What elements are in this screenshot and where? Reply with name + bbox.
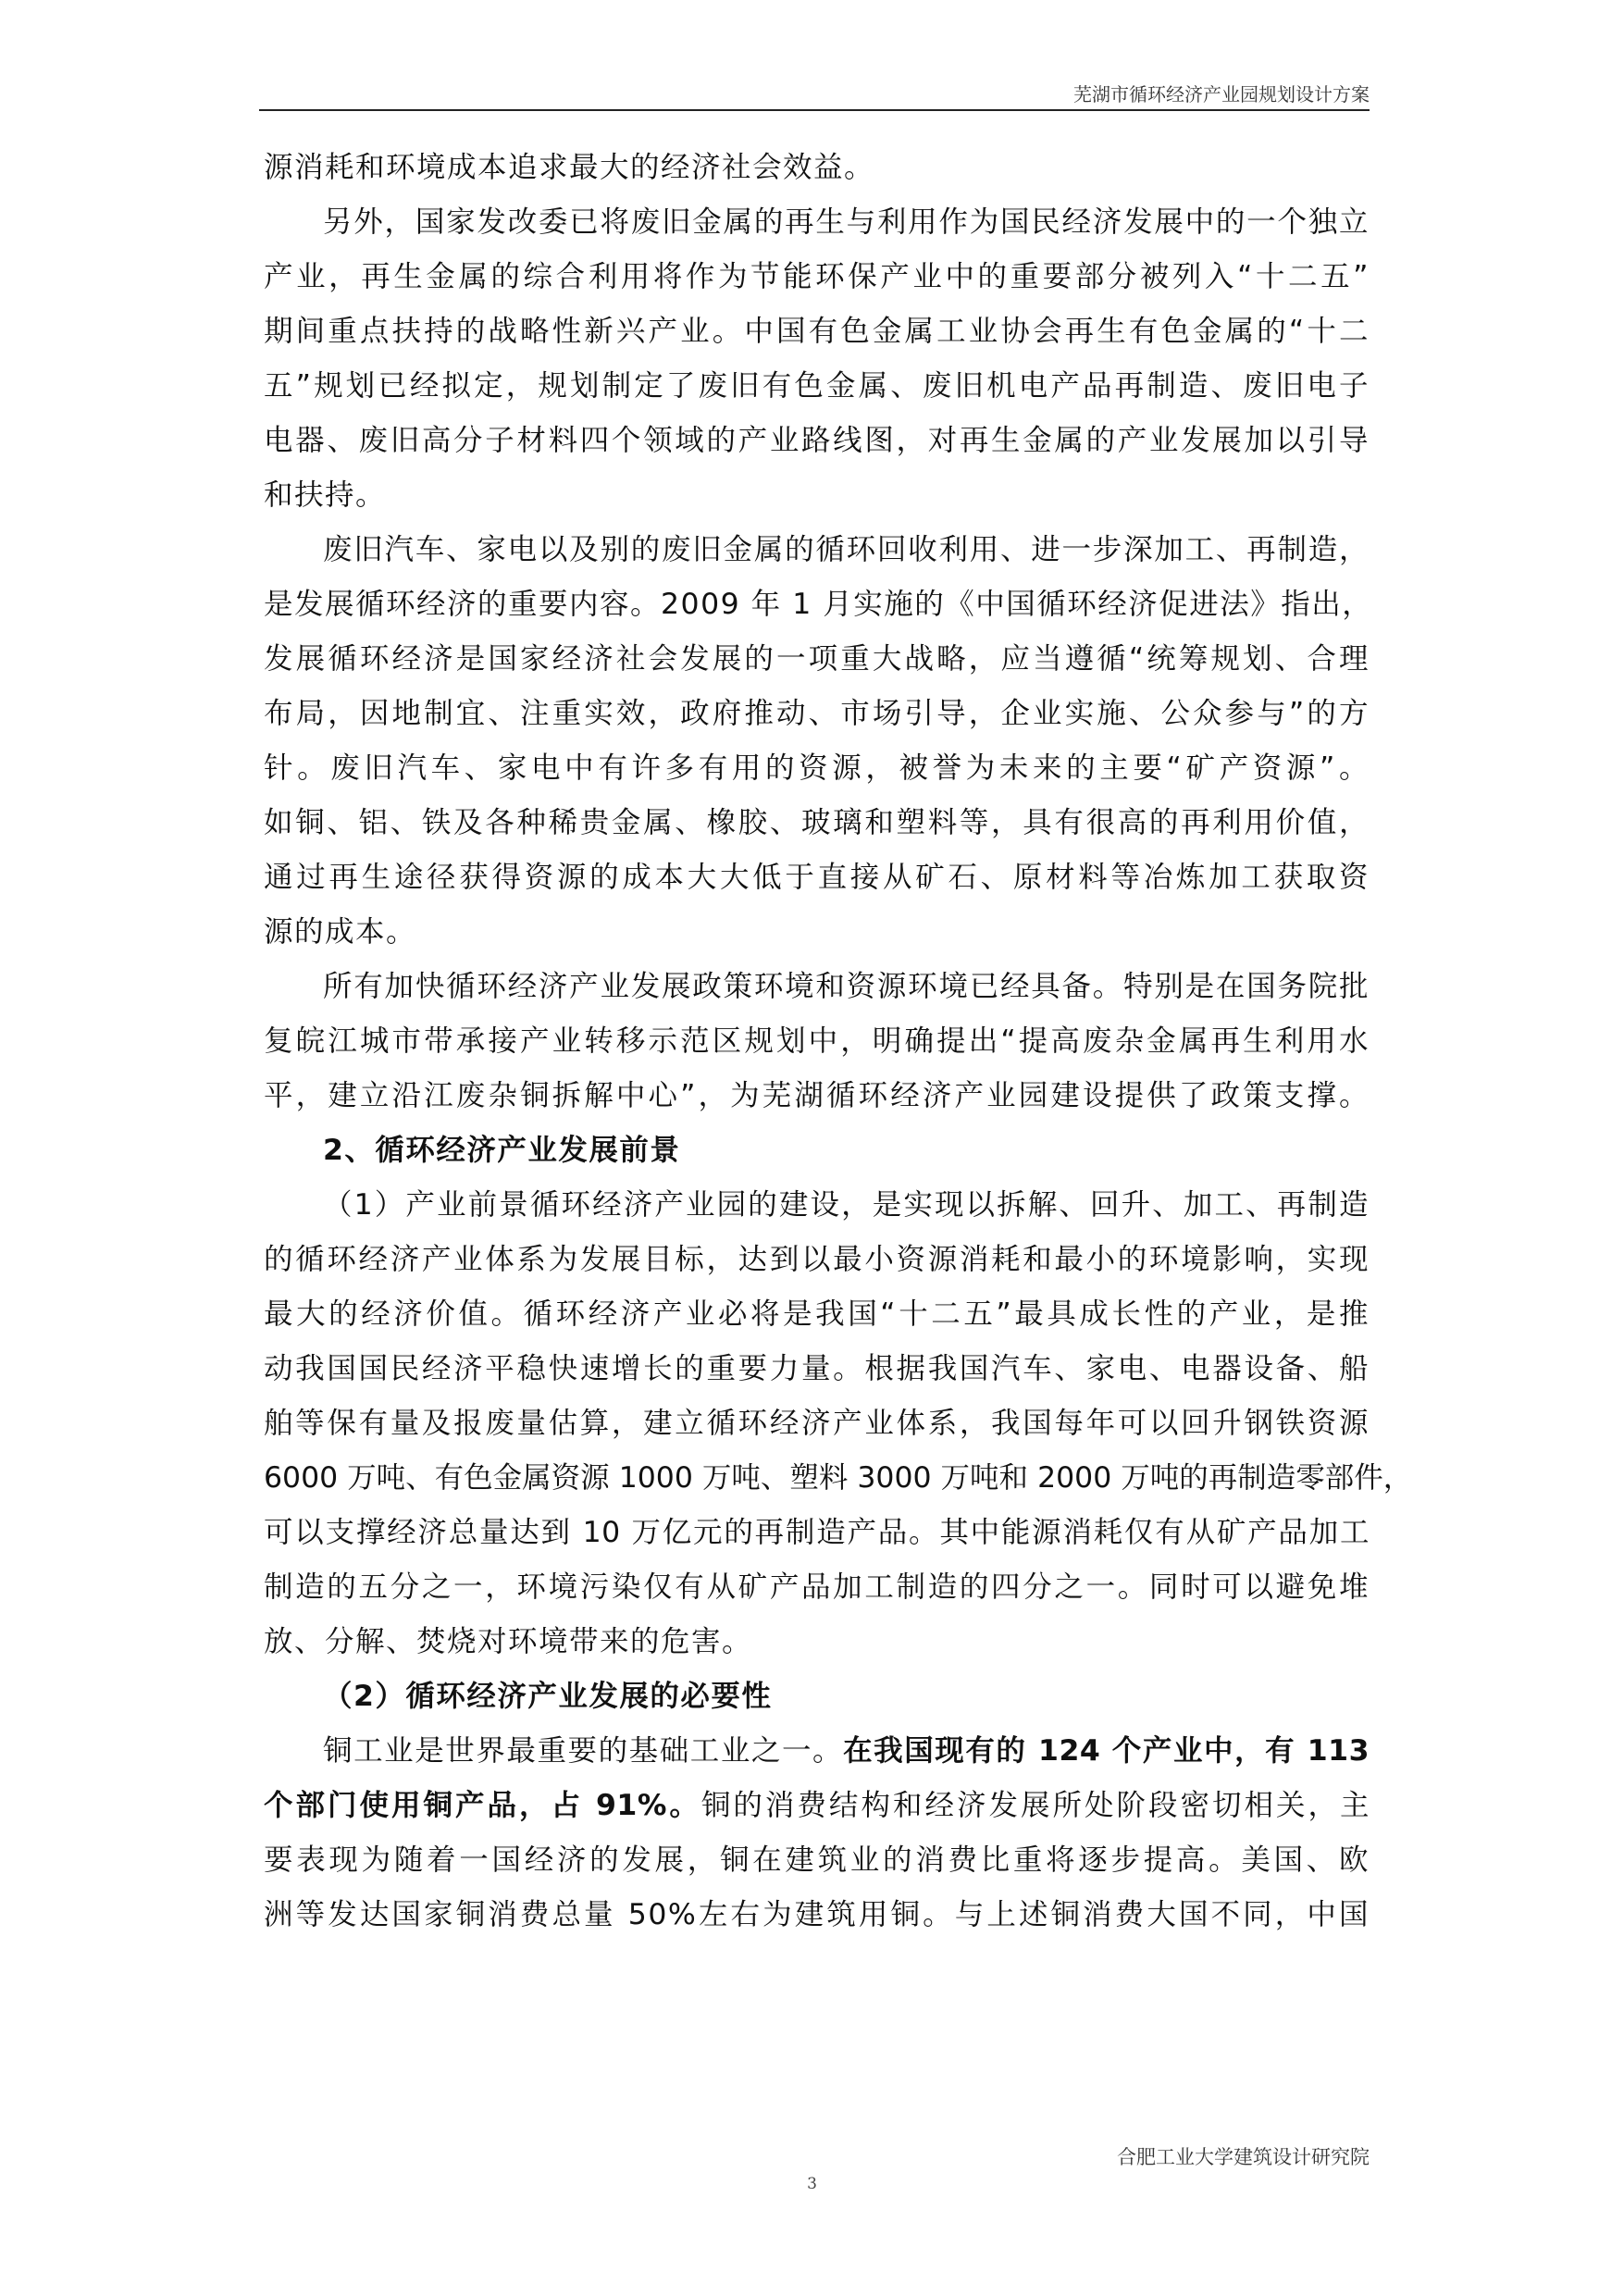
- subsection-heading: （2）循环经济产业发展的必要性: [323, 1680, 773, 1713]
- text-line: 通过再生途径获得资源的成本大大低于直接从矿石、原材料等冶炼加工获取资: [264, 861, 1370, 894]
- text-line: 舶等保有量及报废量估算，建立循环经济产业体系，我国每年可以回升钢铁资源: [264, 1407, 1370, 1440]
- text-line: 电器、废旧高分子材料四个领域的产业路线图，对再生金属的产业发展加以引导: [264, 424, 1370, 457]
- text-line: 洲等发达国家铜消费总量 50%左右为建筑用铜。与上述铜消费大国不同，中国: [264, 1898, 1370, 1931]
- text-line: 期间重点扶持的战略性新兴产业。中国有色金属工业协会再生有色金属的“十二: [264, 315, 1370, 348]
- text-line: 发展循环经济是国家经济社会发展的一项重大战略，应当遵循“统筹规划、合理: [264, 642, 1370, 676]
- text-line: 布局，因地制宜、注重实效，政府推动、市场引导，企业实施、公众参与”的方: [264, 697, 1370, 730]
- page-header: [259, 76, 1370, 111]
- header-title: 芜湖市循环经济产业园规划设计方案: [1073, 83, 1370, 105]
- text-line: 放、分解、焚烧对环境带来的危害。: [264, 1625, 753, 1658]
- text-line: 如铜、铝、铁及各种稀贵金属、橡胶、玻璃和塑料等，具有很高的再利用价值，: [264, 806, 1370, 839]
- text-line: [264, 1779, 1370, 1833]
- text-line: 平，建立沿江废杂铜拆解中心”，为芜湖循环经济产业园建设提供了政策支撑。: [264, 1079, 1370, 1112]
- text-line: 针。废旧汽车、家电中有许多有用的资源，被誉为未来的主要“矿产资源”。: [264, 751, 1370, 785]
- text-line: [264, 1724, 1370, 1779]
- text-line: 五”规划已经拟定，规划制定了废旧有色金属、废旧机电产品再制造、废旧电子: [264, 369, 1370, 403]
- text-line: 产业，再生金属的综合利用将作为节能环保产业中的重要部分被列入“十二五”: [264, 260, 1370, 293]
- text-line: 是发展循环经济的重要内容。2009 年 1 月实施的《中国循环经济促进法》指出，: [264, 588, 1373, 621]
- text-line: 复皖江城市带承接产业转移示范区规划中，明确提出“提高废杂金属再生利用水: [264, 1024, 1370, 1058]
- emphasis-text: 在我国现有的 124 个产业中，有 113: [843, 1734, 1370, 1768]
- emphasis-text: 个部门使用铜产品，占 91%。: [264, 1789, 701, 1822]
- text-line: 源的成本。: [264, 915, 417, 949]
- text-line: 另外，国家发改委已将废旧金属的再生与利用作为国民经济发展中的一个独立: [323, 205, 1370, 239]
- text-line: 所有加快循环经济产业发展政策环境和资源环境已经具备。特别是在国务院批: [323, 970, 1370, 1003]
- text-line: 6000 万吨、有色金属资源 1000 万吨、塑料 3000 万吨和 2000 万吨的再制造零部件，: [264, 1461, 1413, 1495]
- text-line: 和扶持。: [264, 478, 387, 512]
- text-line: 的循环经济产业体系为发展目标，达到以最小资源消耗和最小的环境影响，实现: [264, 1243, 1370, 1276]
- footer-organization: 合肥工业大学建筑设计研究院: [1117, 2146, 1370, 2168]
- text-line: 废旧汽车、家电以及别的废旧金属的循环回收利用、进一步深加工、再制造，: [323, 533, 1370, 566]
- text-segment: 铜的消费结构和经济发展所处阶段密切相关，主: [700, 1789, 1370, 1822]
- text-line: 可以支撑经济总量达到 10 万亿元的再制造产品。其中能源消耗仅有从矿产品加工: [264, 1516, 1370, 1549]
- section-heading: 2、循环经济产业发展前景: [323, 1134, 681, 1167]
- text-segment: 铜工业是世界最重要的基础工业之一。: [323, 1734, 844, 1768]
- text-line: 最大的经济价值。循环经济产业必将是我国“十二五”最具成长性的产业，是推: [264, 1297, 1370, 1331]
- page-number: 3: [807, 2175, 817, 2193]
- text-line: 源消耗和环境成本追求最大的经济社会效益。: [264, 151, 875, 184]
- text-line: （1）产业前景循环经济产业园的建设，是实现以拆解、回升、加工、再制造: [323, 1188, 1370, 1222]
- text-line: 要表现为随着一国经济的发展，铜在建筑业的消费比重将逐步提高。美国、欧: [264, 1843, 1370, 1877]
- text-line: 动我国国民经济平稳快速增长的重要力量。根据我国汽车、家电、电器设备、船: [264, 1352, 1370, 1385]
- text-line: 制造的五分之一，环境污染仅有从矿产品加工制造的四分之一。同时可以避免堆: [264, 1570, 1370, 1604]
- document-body: [264, 141, 1413, 1942]
